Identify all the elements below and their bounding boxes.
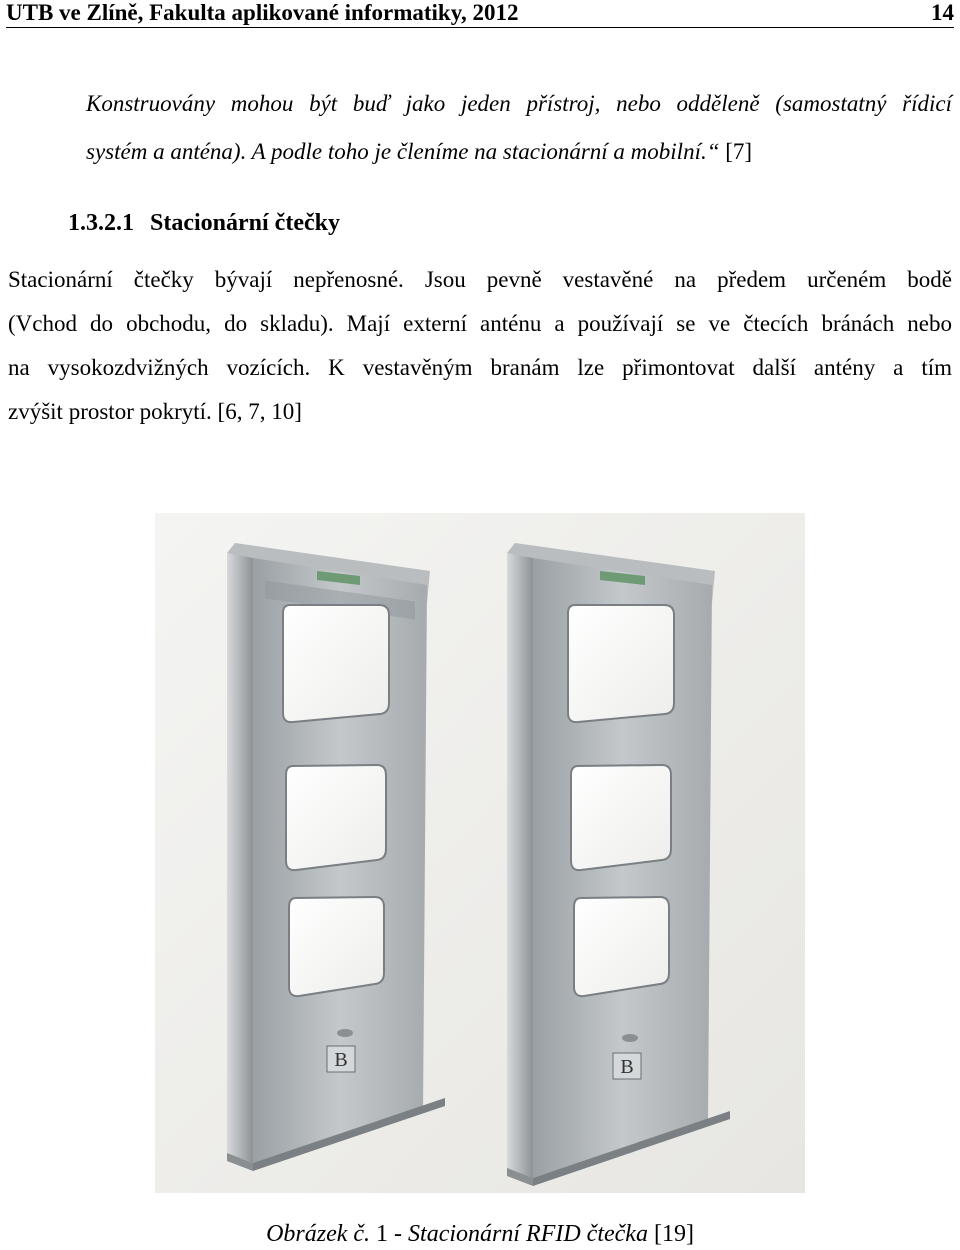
paragraph-line-2: (Vchod do obchodu, do skladu). Mají externí anténu a používají se ve čtecích bránách nebo (8, 311, 952, 336)
caption-title: Stacionární RFID čtečka (408, 1221, 648, 1247)
section-heading (68, 209, 340, 237)
caption-label: Obrázek č. (266, 1221, 371, 1247)
right-panel-letter: B (620, 1056, 634, 1078)
intro-quote: systém a anténa). A podle toho je členíme na stacionární a mobilní.“ (86, 139, 720, 164)
caption-reference: [19] (647, 1221, 694, 1247)
figure-caption (0, 1220, 960, 1248)
section-number: 1.3.2.1 (68, 210, 134, 236)
header-title: UTB ve Zlíně, Fakulta aplikované informatiky, 2012 (6, 0, 519, 25)
page-number: 14 (931, 0, 954, 25)
left-gate (227, 543, 445, 1171)
paragraph-line-4: zvýšit prostor pokrytí. [6, 7, 10] (8, 399, 302, 424)
right-gate (507, 543, 730, 1186)
intro-line-2 (86, 138, 752, 166)
rfid-gates-image (155, 513, 805, 1193)
caption-number: 1 - (370, 1221, 409, 1247)
intro-reference: [7] (719, 139, 753, 164)
intro-line-1: Konstruovány mohou být buď jako jeden přístroj, nebo odděleně (samostatný řídicí (86, 91, 952, 116)
paragraph-line-3: na vysokozdvižných vozících. K vestavěným branám lze přimontovat další antény a tím (8, 355, 952, 380)
page-header (6, 0, 954, 28)
left-panel-letter: B (334, 1049, 348, 1071)
section-title: Stacionární čtečky (150, 210, 340, 236)
paragraph-line-1: Stacionární čtečky bývají nepřenosné. Jsou pevně vestavěné na předem určeném bodě (8, 267, 952, 292)
